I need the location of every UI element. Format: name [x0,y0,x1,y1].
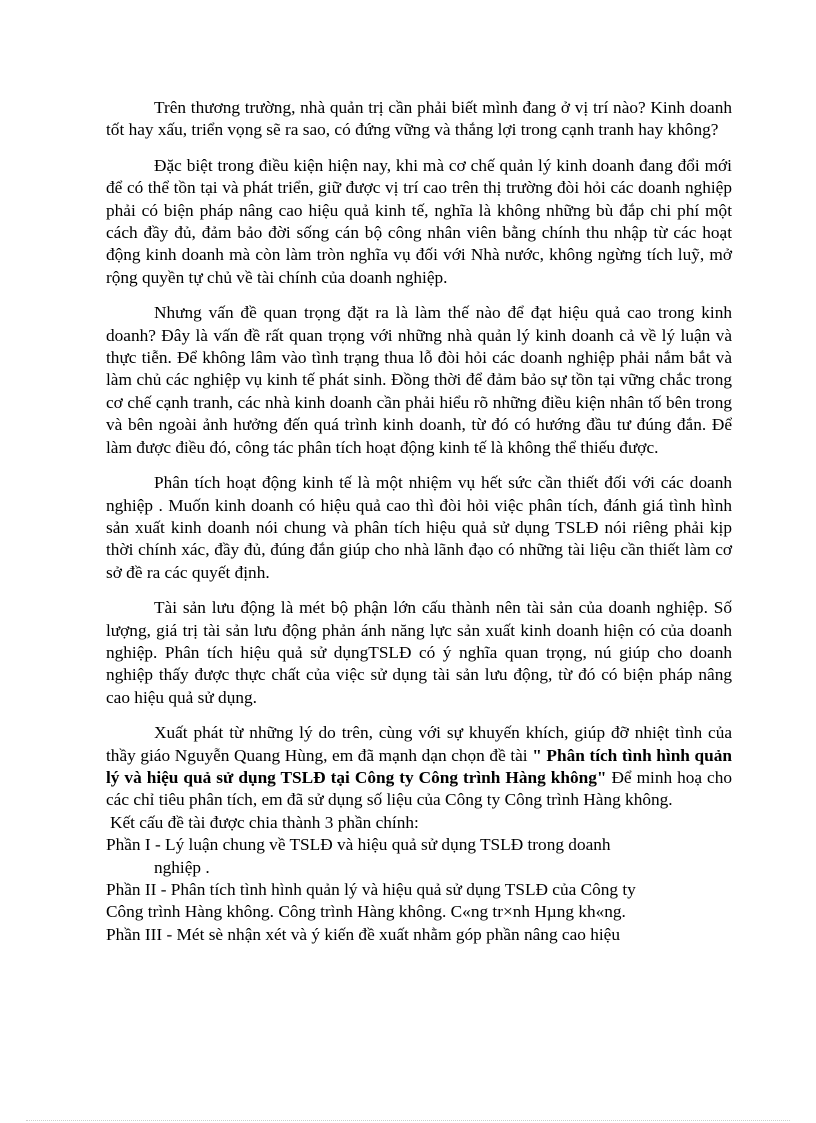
topic-tail-text: Để minh hoạ cho các chỉ tiêu phân tích, em đã sử dụng số liệu của Công ty Công trình Hàng không. [106,767,733,810]
part-2-line: Phần II - Phân tích tình hình quản lý và hiệu quả sử dụng TSLĐ của Công ty [106,880,636,899]
topic-title: " Phân tích tình hình quản lý và hiệu quả sử dụng TSLĐ tại Công ty Công trình Hàng không" [106,745,732,787]
topic-paragraph [106,722,732,812]
part-3-line: Phần III - Mét sè nhận xét và ý kiến đề xuất nhằm góp phần nâng cao hiệu [106,924,620,944]
paragraph: Đặc biệt trong điều kiện hiện nay, khi mà cơ chế quản lý kinh doanh đang đổi mới để có thể tồn tại và phát triển, giữ được vị trí cao trên thị trường đòi hỏi các doanh nghiệp phải có biện pháp nâng cao hiệu quả kinh tế, nghĩa là không những bù đắp chi phí một cách đầy đủ, đảm bảo đời sống cán bộ công nhân viên bằng chính thu nhập từ các hoạt động kinh doanh mà còn làm tròn nghĩa vụ đối với Nhà nước, không ngừng tích luỹ, mở rộng quyền tự chủ về tài chính của doanh nghiệp. [106,155,732,287]
part-1-line: Phần I - Lý luận chung về TSLĐ và hiệu quả sử dụng TSLĐ trong doanh [106,835,611,855]
document-body [106,97,732,946]
paragraph: Tài sản lưu động là mét bộ phận lớn cấu thành nên tài sản của doanh nghiệp. Số lượng, giá trị tài sản lưu động phản ánh năng lực sản xuất kinh doanh hiện có của doanh nghiệp. Phân tích hiệu quả sử dụngTSLĐ có ý nghĩa quan trọng, nú giúp cho doanh nghiệp thấy được thực chất của việc sử dụng tài sản lưu động, từ đó có biện pháp nâng cao hiệu quả sử dụng. [106,598,732,707]
part-2-continuation: Công trình Hàng không. Công trình Hàng không. C«ng tr×nh Hµng kh«ng. [106,902,626,922]
paragraph: Nhưng vấn đề quan trọng đặt ra là làm thế nào để đạt hiệu quả cao trong kinh doanh? Đây là vấn đề rất quan trọng với những nhà quản lý kinh doanh cả về lý luận và thực tiễn. Để không lâm vào tình trạng thua lỗ đòi hỏi các doanh nghiệp phải nắm bắt và làm chủ các nghiệp vụ kinh tế phát sinh. Đồng thời để đảm bảo sự tồn tại vững chắc trong cơ chế cạnh tranh, các nhà kinh doanh cần phải hiểu rõ những điều kiện nhân tố bên trong và bên ngoài ảnh hưởng đến quá trình kinh doanh, từ đó có hướng đầu tư đúng đắn. Để làm được điều đó, công tác phân tích hoạt động kinh tế là không thể thiếu được. [106,303,732,457]
page-bottom-divider [26,1120,790,1121]
part-1-continuation: nghiệp . [154,857,210,877]
parts-list [106,834,732,946]
paragraph: Trên thương trường, nhà quản trị cần phải biết mình đang ở vị trí nào? Kinh doanh tốt hay xấu, triển vọng sẽ ra sao, có đứng vững và thắng lợi trong cạnh tranh hay không? [106,98,732,140]
paragraph: Phân tích hoạt động kinh tế là một nhiệm vụ hết sức cần thiết đối với các doanh nghiệp . Muốn kinh doanh có hiệu quả cao thì đòi hỏi việc phân tích, đánh giá tình hình sản xuất kinh doanh nói chung và phân tích hiệu quả sử dụng TSLĐ nói riêng phải kịp thời chính xác, đầy đủ, đúng đắn giúp cho nhà lãnh đạo có những tài liệu cần thiết làm cơ sở đề ra các quyết định. [106,473,732,582]
structure-intro: Kết cấu đề tài được chia thành 3 phần chính: [110,812,419,832]
topic-lead-text: Xuất phát từ những lý do trên, cùng với sự khuyến khích, giúp đỡ nhiệt tình của thầy giáo Nguyễn Quang Hùng, em đã mạnh dạn chọn đề tài [106,723,732,765]
